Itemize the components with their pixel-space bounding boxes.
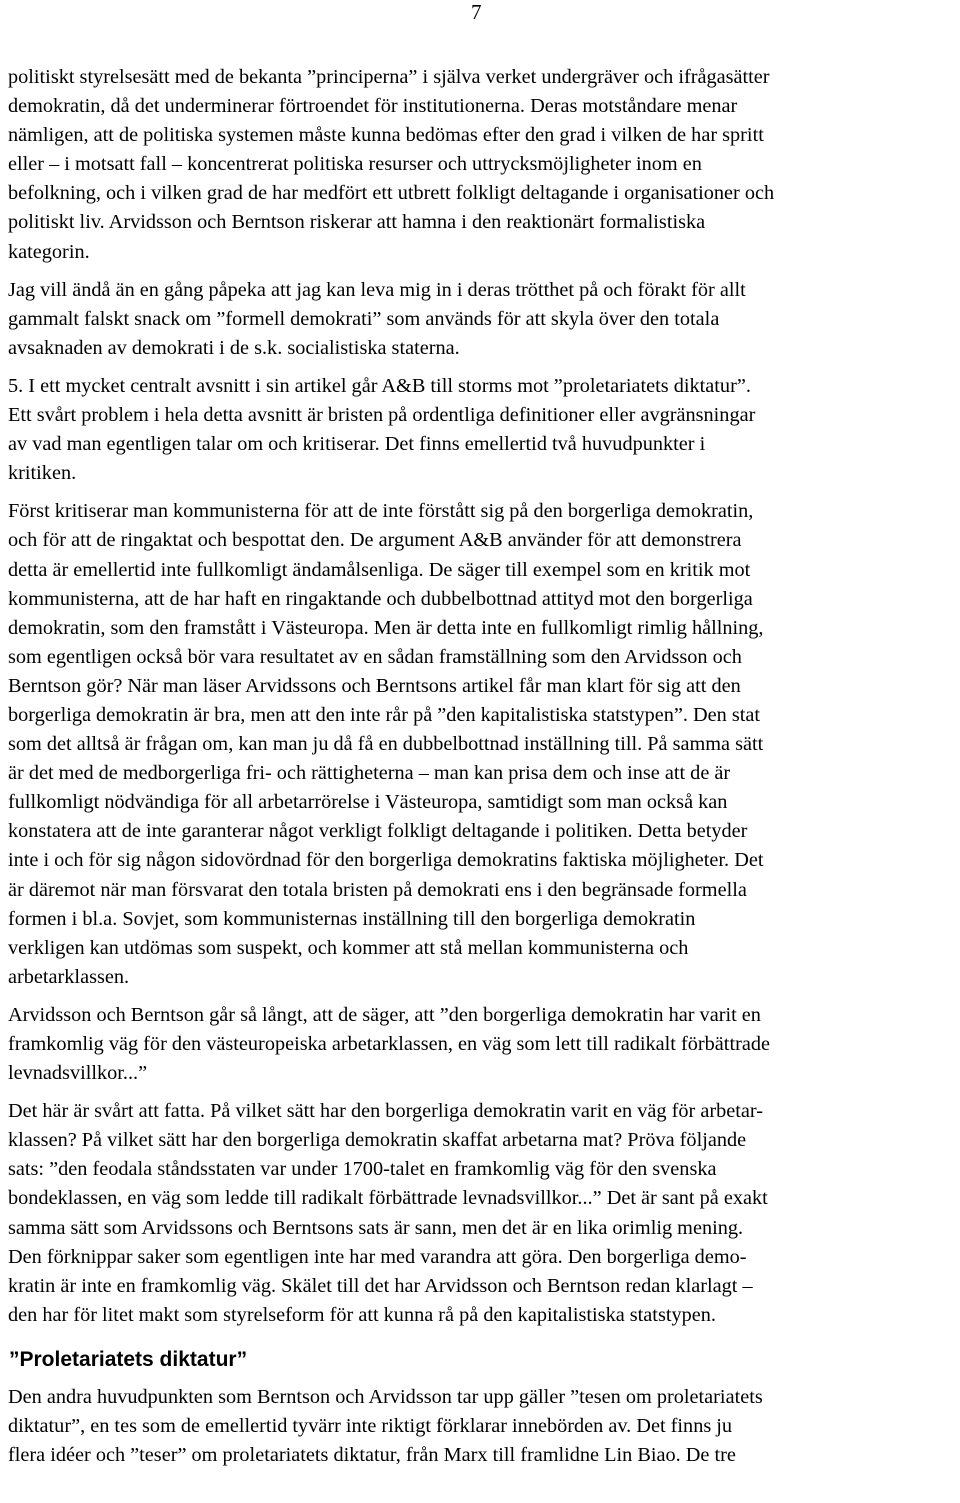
text-line: konstatera att de inte garanterar något verkligt folkligt deltagande i politiken. Detta betyder	[8, 820, 748, 843]
text-line: politiskt liv. Arvidsson och Berntson riskerar att hamna i den reaktionärt formalistiska	[8, 211, 706, 234]
text-line: som egentligen också bör vara resultatet av en sådan framställning som den Arvidsson och	[8, 645, 742, 668]
section-heading: ”Proletariatets diktatur”	[9, 1347, 248, 1371]
text-line: detta är emellertid inte fullkomligt ändamålsenliga. De säger till exempel som en kritik mot	[8, 558, 751, 581]
text-line: diktatur”, en tes som de emellertid tyvärr inte riktigt förklarar innebörden av. Det finns ju	[8, 1415, 733, 1438]
text-line: Ett svårt problem i hela detta avsnitt är bristen på ordentliga definitioner eller avgränsningar	[8, 404, 756, 427]
paragraph-1	[8, 63, 958, 267]
paragraph-2	[8, 276, 958, 363]
text-line: är däremot när man försvarat den totala bristen på demokrati ens i den begränsade formella	[8, 878, 747, 901]
text-line: levnadsvillkor...”	[8, 1062, 148, 1085]
text-line: verkligen kan utdömas som suspekt, och kommer att stå mellan kommunisterna och	[8, 936, 689, 959]
text-line: demokratin, som den framstått i Västeuropa. Men är detta inte en fullkomligt rimlig hållning,	[8, 616, 764, 639]
text-line: fullkomligt nödvändiga för all arbetarrörelse i Västeuropa, samtidigt som man också kan	[8, 791, 728, 814]
text-line: eller – i motsatt fall – koncentrerat politiska resurser och uttrycksmöjligheter inom en	[8, 153, 702, 176]
text-line: och för att de ringaktat och bespottat den. De argument A&B använder för att demonstrera	[8, 529, 742, 552]
text-line: 5. I ett mycket centralt avsnitt i sin artikel går A&B till storms mot ”proletariatets diktatur”.	[8, 374, 751, 397]
text-line: är det med de medborgerliga fri- och rättigheterna – man kan prisa dem och inse att de är	[8, 762, 731, 785]
text-line: inte i och för sig någon sidovördnad för den borgerliga demokratins faktiska möjligheter. Det	[8, 849, 764, 872]
paragraph-6	[8, 1097, 958, 1330]
text-line: formen i bl.a. Sovjet, som kommunisternas inställning till den borgerliga demokratin	[8, 907, 696, 930]
text-line: som det alltså är frågan om, kan man ju då få en dubbelbottnad inställning till. På samma sätt	[8, 733, 764, 756]
text-line: Det här är svårt att fatta. På vilket sätt har den borgerliga demokratin varit en väg för arbetar-	[8, 1100, 763, 1123]
paragraph-7	[8, 1383, 958, 1470]
text-line: sats: ”den feodala ståndsstaten var under 1700-talet en framkomlig väg för den svenska	[8, 1158, 717, 1181]
text-line: Först kritiserar man kommunisterna för att de inte förstått sig på den borgerliga demokratin,	[8, 500, 754, 523]
text-line: bondeklassen, en väg som ledde till radikalt förbättrade levnadsvillkor...” Det är sant på exakt	[8, 1187, 768, 1210]
text-line: gammalt falskt snack om ”formell demokrati” som används för att skyla över den totala	[8, 307, 720, 330]
text-line: kritiken.	[8, 462, 77, 485]
text-line: klassen? På vilket sätt har den borgerliga demokratin skaffat arbetarna mat? Pröva följande	[8, 1129, 747, 1152]
text-line: kategorin.	[8, 240, 90, 263]
page-number: 7	[471, 0, 482, 24]
text-line: Arvidsson och Berntson går så långt, att de säger, att ”den borgerliga demokratin har varit en	[8, 1003, 761, 1026]
text-line: borgerliga demokratin är bra, men att den inte rår på ”den kapitalistiska statstypen”. Den stat	[8, 703, 761, 726]
text-line: avsaknaden av demokrati i de s.k. socialistiska staterna.	[8, 336, 460, 359]
text-line: befolkning, och i vilken grad de har medfört ett utbrett folkligt deltagande i organisationer och	[8, 182, 775, 205]
document-body	[8, 63, 958, 1479]
text-line: framkomlig väg för den västeuropeiska arbetarklassen, en väg som lett till radikalt förbättrade	[8, 1033, 770, 1055]
text-line: den har för litet makt som styrelseform för att kunna rå på den kapitalistiska statstypen.	[8, 1303, 716, 1326]
text-line: Berntson gör? När man läser Arvidssons och Berntsons artikel får man klart för sig att den	[8, 674, 741, 697]
text-line: av vad man egentligen talar om och kritiserar. Det finns emellertid två huvudpunkter i	[8, 433, 706, 456]
text-line: Den förknippar saker som egentligen inte har med varandra att göra. Den borgerliga demo-	[8, 1245, 747, 1268]
text-line: politiskt styrelsesätt med de bekanta ”principerna” i själva verket undergräver och ifrågasätter	[8, 66, 770, 88]
text-line: kratin är inte en framkomlig väg. Skälet till det har Arvidsson och Berntson redan klarlagt –	[8, 1274, 753, 1297]
text-line: samma sätt som Arvidssons och Berntsons sats är sann, men det är en lika orimlig mening.	[8, 1216, 744, 1239]
paragraph-4	[8, 497, 958, 992]
text-line: nämligen, att de politiska systemen måste kunna bedömas efter den grad i vilken de har spritt	[8, 124, 764, 147]
text-line: flera idéer och ”teser” om proletariatets diktatur, från Marx till framlidne Lin Biao. De tre	[8, 1444, 736, 1467]
text-line: demokratin, då det underminerar förtroendet för institutionerna. Deras motståndare menar	[8, 95, 738, 118]
text-line: Jag vill ändå än en gång påpeka att jag kan leva mig in i deras trötthet på och förakt för allt	[8, 278, 746, 301]
paragraph-3	[8, 372, 958, 488]
text-line: kommunisterna, att de har haft en ringaktande och dubbelbottnad attityd mot den borgerliga	[8, 587, 753, 610]
text-line: Den andra huvudpunkten som Berntson och Arvidsson tar upp gäller ”tesen om proletariatets	[8, 1385, 763, 1408]
text-line: arbetarklassen.	[8, 965, 130, 988]
paragraph-5	[8, 1001, 958, 1088]
